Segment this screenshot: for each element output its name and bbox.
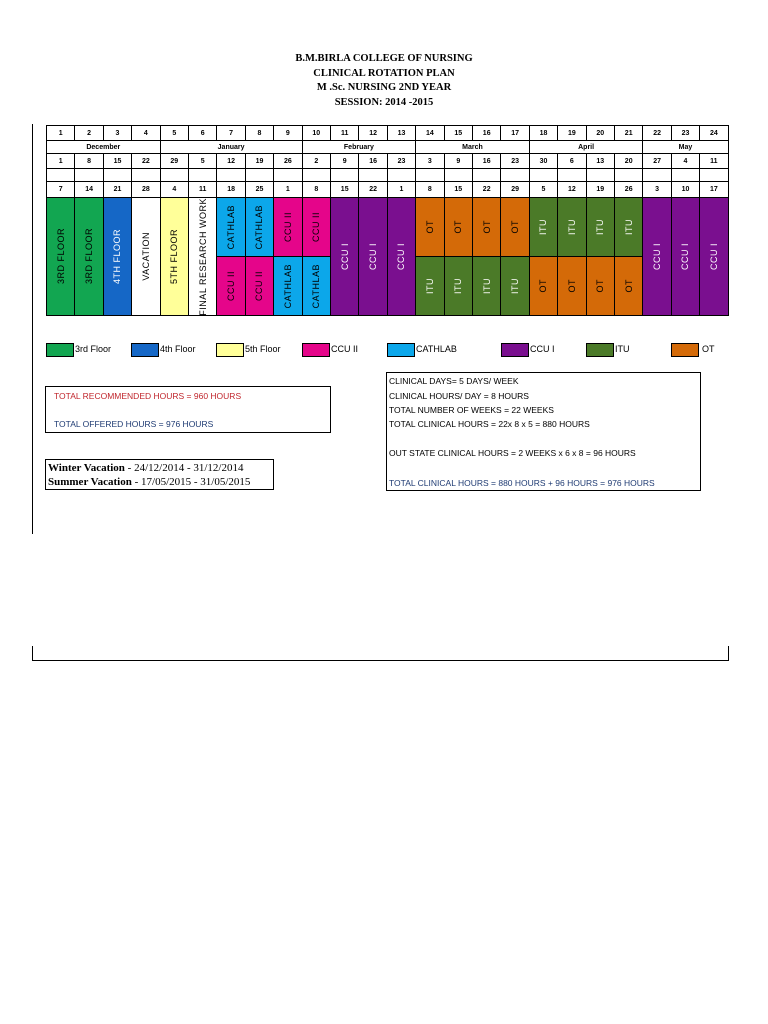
rotation-label: CCU I	[368, 243, 379, 270]
week-number: 1	[46, 125, 75, 141]
week-end-date: 8	[302, 181, 331, 198]
rotation-block	[699, 197, 728, 316]
clinical-days: CLINICAL DAYS= 5 DAYS/ WEEK	[389, 376, 519, 386]
month-header: December	[46, 140, 161, 154]
rotation-block	[642, 197, 671, 316]
week-number: 10	[302, 125, 331, 141]
rotation-label: OT	[623, 279, 634, 293]
outstate-clinical-hours: OUT STATE CLINICAL HOURS = 2 WEEKS x 6 x 8 = 96 HOURS	[389, 448, 636, 458]
rotation-label: CCU II	[282, 212, 293, 242]
blank-cell	[216, 168, 245, 182]
week-start-date: 23	[500, 153, 529, 169]
blank-cell	[103, 168, 132, 182]
rotation-label: CATHLAB	[226, 204, 237, 250]
frame-right-foot	[728, 646, 729, 661]
rotation-label: CCU I	[680, 243, 691, 270]
rotation-label: CCU II	[254, 271, 265, 301]
week-start-date: 6	[557, 153, 586, 169]
frame-left-border	[32, 124, 33, 534]
summer-vacation	[48, 476, 250, 488]
rotation-label: CCU II	[226, 271, 237, 301]
week-end-date: 21	[103, 181, 132, 198]
document-header	[0, 52, 768, 110]
rotation-label: ITU	[623, 219, 634, 235]
week-end-date: 22	[472, 181, 501, 198]
rotation-label: ITU	[538, 219, 549, 235]
week-number: 22	[642, 125, 671, 141]
winter-vacation	[48, 462, 243, 474]
blank-cell	[387, 168, 416, 182]
legend-item	[131, 343, 227, 358]
week-end-date: 18	[216, 181, 245, 198]
rotation-block	[160, 197, 189, 316]
legend-label: 3rd Floor	[75, 344, 112, 354]
week-end-date: 7	[46, 181, 75, 198]
rotation-block	[671, 197, 700, 316]
rotation-block	[103, 197, 132, 316]
week-number: 8	[245, 125, 274, 141]
week-number: 4	[131, 125, 160, 141]
winter-vacation-dates: - 24/12/2014 - 31/12/2014	[124, 462, 244, 474]
plan-title: CLINICAL ROTATION PLAN	[313, 67, 455, 79]
legend-item	[216, 343, 312, 358]
week-number: 15	[444, 125, 473, 141]
rotation-label: ITU	[566, 219, 577, 235]
blank-cell	[671, 168, 700, 182]
clinical-hours-box	[386, 372, 701, 491]
blank-cell	[444, 168, 473, 182]
hours-summary-box	[45, 386, 331, 433]
blank-cell	[529, 168, 558, 182]
blank-cell	[302, 168, 331, 182]
rotation-label: VACATION	[140, 232, 151, 281]
blank-cell	[74, 168, 103, 182]
month-header: February	[302, 140, 417, 154]
blank-cell	[614, 168, 643, 182]
week-number: 5	[160, 125, 189, 141]
week-start-date: 26	[273, 153, 302, 169]
legend-item	[586, 343, 682, 358]
rotation-block	[245, 197, 274, 257]
rotation-block	[500, 197, 529, 257]
week-start-date: 3	[415, 153, 444, 169]
rotation-label: OT	[424, 220, 435, 234]
week-end-date: 12	[557, 181, 586, 198]
rotation-block	[614, 256, 643, 316]
week-start-date: 30	[529, 153, 558, 169]
month-header: April	[529, 140, 644, 154]
week-end-date: 19	[586, 181, 615, 198]
course-title: M .Sc. NURSING 2ND YEAR	[316, 82, 452, 93]
rotation-block	[529, 197, 558, 257]
week-start-date: 12	[216, 153, 245, 169]
rotation-block	[444, 256, 473, 316]
blank-cell	[557, 168, 586, 182]
month-header: March	[415, 140, 530, 154]
week-start-date: 1	[46, 153, 75, 169]
week-start-date: 16	[472, 153, 501, 169]
rotation-block	[188, 197, 217, 316]
legend-swatch	[131, 343, 159, 357]
week-start-date: 8	[74, 153, 103, 169]
rotation-label: ITU	[595, 219, 606, 235]
week-end-date: 17	[699, 181, 728, 198]
week-start-date: 9	[330, 153, 359, 169]
week-start-date: 5	[188, 153, 217, 169]
legend-label: 4th Floor	[160, 344, 196, 354]
blank-cell	[586, 168, 615, 182]
week-number: 13	[387, 125, 416, 141]
rotation-label: CATHLAB	[282, 263, 293, 309]
week-number: 20	[586, 125, 615, 141]
week-number: 2	[74, 125, 103, 141]
week-start-date: 11	[699, 153, 728, 169]
blank-cell	[699, 168, 728, 182]
rotation-block	[415, 197, 444, 257]
blank-cell	[500, 168, 529, 182]
rotation-label: 4TH FLOOR	[112, 228, 123, 284]
week-start-date: 16	[358, 153, 387, 169]
week-end-date: 15	[330, 181, 359, 198]
rotation-label: OT	[595, 279, 606, 293]
rotation-block	[586, 256, 615, 316]
week-number: 17	[500, 125, 529, 141]
week-end-date: 28	[131, 181, 160, 198]
offered-hours: TOTAL OFFERED HOURS = 976 HOURS	[54, 419, 214, 429]
legend-item	[501, 343, 597, 358]
college-name: B.M.BIRLA COLLEGE OF NURSING	[295, 53, 473, 64]
week-number: 11	[330, 125, 359, 141]
rotation-block	[557, 256, 586, 316]
blank-cell	[160, 168, 189, 182]
rotation-block	[216, 256, 245, 316]
rotation-block	[46, 197, 75, 316]
week-end-date: 26	[614, 181, 643, 198]
week-start-date: 20	[614, 153, 643, 169]
legend-item	[46, 343, 142, 358]
week-start-date: 22	[131, 153, 160, 169]
week-end-date: 10	[671, 181, 700, 198]
total-weeks: TOTAL NUMBER OF WEEKS = 22 WEEKS	[389, 405, 554, 415]
frame-bottom-border	[32, 660, 729, 661]
blank-cell	[273, 168, 302, 182]
rotation-label: ITU	[424, 278, 435, 294]
week-number: 7	[216, 125, 245, 141]
blank-cell	[358, 168, 387, 182]
rotation-block	[302, 197, 331, 257]
summer-vacation-label: Summer Vacation	[48, 476, 132, 488]
week-number: 23	[671, 125, 700, 141]
week-start-date: 23	[387, 153, 416, 169]
blank-cell	[46, 168, 75, 182]
legend-swatch	[387, 343, 415, 357]
week-number: 24	[699, 125, 728, 141]
legend-label: ITU	[615, 344, 630, 354]
legend-label: 5th Floor	[245, 344, 281, 354]
rotation-label: 5TH FLOOR	[169, 228, 180, 284]
week-end-date: 14	[74, 181, 103, 198]
rotation-label: OT	[453, 220, 464, 234]
rotation-label: OT	[538, 279, 549, 293]
rotation-block	[415, 256, 444, 316]
legend-label: CATHLAB	[416, 344, 457, 354]
rotation-block	[216, 197, 245, 257]
week-end-date: 4	[160, 181, 189, 198]
rotation-label: ITU	[510, 278, 521, 294]
rotation-block	[444, 197, 473, 257]
week-number: 9	[273, 125, 302, 141]
legend-label: OT	[702, 344, 715, 354]
grand-total-hours: TOTAL CLINICAL HOURS = 880 HOURS + 96 HOURS = 976 HOURS	[389, 478, 655, 488]
week-number: 12	[358, 125, 387, 141]
rotation-block	[302, 256, 331, 316]
week-end-date: 25	[245, 181, 274, 198]
week-start-date: 9	[444, 153, 473, 169]
rotation-block	[273, 256, 302, 316]
week-start-date: 2	[302, 153, 331, 169]
week-number: 18	[529, 125, 558, 141]
rotation-label: CCU II	[311, 212, 322, 242]
week-start-date: 4	[671, 153, 700, 169]
rotation-block	[245, 256, 274, 316]
week-start-date: 13	[586, 153, 615, 169]
legend-label: CCU I	[530, 344, 555, 354]
blank-cell	[642, 168, 671, 182]
week-number: 14	[415, 125, 444, 141]
rotation-block	[387, 197, 416, 316]
rotation-block	[358, 197, 387, 316]
month-header: May	[642, 140, 728, 154]
week-number: 6	[188, 125, 217, 141]
blank-cell	[131, 168, 160, 182]
rotation-label: CCU I	[339, 243, 350, 270]
week-end-date: 22	[358, 181, 387, 198]
week-number: 19	[557, 125, 586, 141]
month-header: January	[160, 140, 303, 154]
rotation-block	[614, 197, 643, 257]
legend-swatch	[586, 343, 614, 357]
rotation-label: CCU I	[708, 243, 719, 270]
week-end-date: 3	[642, 181, 671, 198]
rotation-block	[131, 197, 160, 316]
week-end-date: 11	[188, 181, 217, 198]
rotation-label: CATHLAB	[311, 263, 322, 309]
week-start-date: 29	[160, 153, 189, 169]
rotation-label: OT	[510, 220, 521, 234]
frame-left-foot	[32, 646, 33, 661]
blank-cell	[472, 168, 501, 182]
rotation-label: 3RD FLOOR	[84, 228, 95, 285]
legend-swatch	[501, 343, 529, 357]
legend-item	[302, 343, 398, 358]
rotation-label: OT	[566, 279, 577, 293]
legend-item	[671, 343, 767, 358]
blank-cell	[330, 168, 359, 182]
rotation-label: ITU	[481, 278, 492, 294]
vacation-box	[45, 459, 274, 490]
week-end-date: 8	[415, 181, 444, 198]
rotation-label: 3RD FLOOR	[55, 228, 66, 285]
legend-item	[387, 343, 483, 358]
rotation-block	[586, 197, 615, 257]
rotation-block	[500, 256, 529, 316]
rotation-block	[273, 197, 302, 257]
rotation-block	[557, 197, 586, 257]
week-end-date: 29	[500, 181, 529, 198]
rotation-label: ITU	[453, 278, 464, 294]
rotation-label: CCU I	[396, 243, 407, 270]
rotation-block	[74, 197, 103, 316]
legend-swatch	[302, 343, 330, 357]
recommended-hours: TOTAL RECOMMENDED HOURS = 960 HOURS	[54, 391, 242, 401]
week-end-date: 1	[273, 181, 302, 198]
rotation-label: CATHLAB	[254, 204, 265, 250]
week-number: 3	[103, 125, 132, 141]
rotation-block	[472, 256, 501, 316]
rotation-block	[529, 256, 558, 316]
rotation-label: CCU I	[652, 243, 663, 270]
rotation-block	[330, 197, 359, 316]
week-end-date: 5	[529, 181, 558, 198]
rotation-block	[472, 197, 501, 257]
clinical-hours-per-day: CLINICAL HOURS/ DAY = 8 HOURS	[389, 391, 529, 401]
total-clinical-hours: TOTAL CLINICAL HOURS = 22x 8 x 5 = 880 HOURS	[389, 419, 590, 429]
week-start-date: 15	[103, 153, 132, 169]
rotation-label: FINAL RESEARCH WORK	[197, 197, 208, 316]
blank-cell	[188, 168, 217, 182]
blank-cell	[415, 168, 444, 182]
week-start-date: 27	[642, 153, 671, 169]
week-start-date: 19	[245, 153, 274, 169]
blank-cell	[245, 168, 274, 182]
week-number: 16	[472, 125, 501, 141]
week-number: 21	[614, 125, 643, 141]
summer-vacation-dates: - 17/05/2015 - 31/05/2015	[131, 476, 251, 488]
week-end-date: 1	[387, 181, 416, 198]
session-title: SESSION: 2014 -2015	[334, 96, 434, 108]
week-end-date: 15	[444, 181, 473, 198]
winter-vacation-label: Winter Vacation	[48, 462, 125, 474]
legend-swatch	[46, 343, 74, 357]
legend-swatch	[671, 343, 699, 357]
legend-label: CCU II	[331, 344, 358, 354]
rotation-label: OT	[481, 220, 492, 234]
legend-swatch	[216, 343, 244, 357]
